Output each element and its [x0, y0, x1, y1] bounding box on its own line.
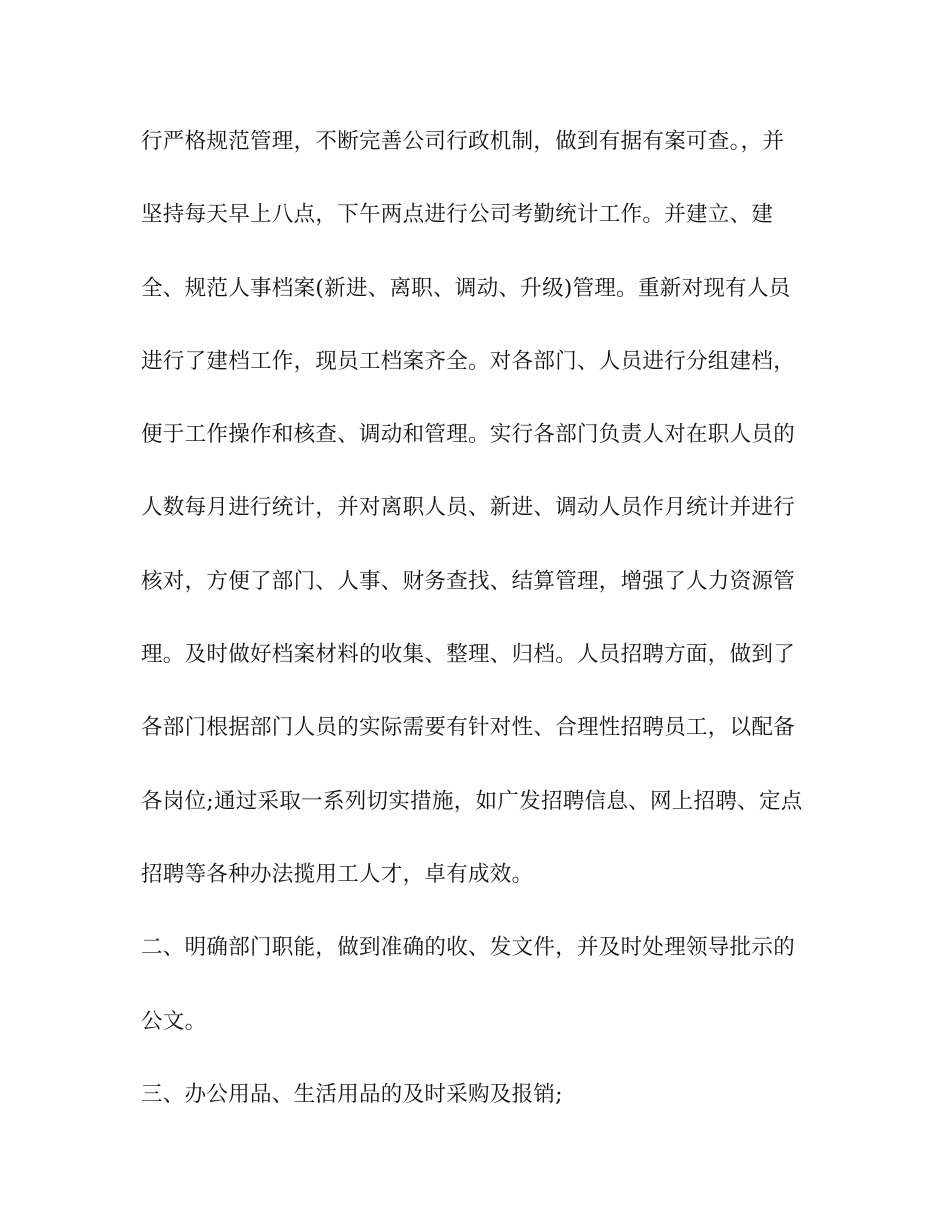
- text-line: 理。及时做好档案材料的收集、整理、归档。人员招聘方面，做到了: [141, 642, 796, 668]
- text-line: 行严格规范管理，不断完善公司行政机制，做到有据有案可查。，并: [141, 129, 785, 154]
- text-line: 各岗位;通过采取一系列切实措施，如广发招聘信息、网上招聘、定点: [141, 788, 803, 814]
- text-line: 各部门根据部门人员的实际需要有针对性、合理性招聘员工，以配备: [141, 715, 796, 741]
- text-line: 便于工作操作和核查、调动和管理。实行各部门负责人对在职人员的: [141, 422, 796, 448]
- text-line: 招聘等各种办法揽用工人才，卓有成效。: [141, 861, 534, 887]
- text-line: 公文。: [141, 1008, 207, 1034]
- body-text: [141, 124, 821, 1150]
- text-line: 坚持每天早上八点，下午两点进行公司考勤统计工作。并建立、建: [141, 202, 774, 228]
- text-line: 人数每月进行统计，并对离职人员、新进、调动人员作月统计并进行: [141, 495, 796, 521]
- text-line: 全、规范人事档案(新进、离职、调动、升级)管理。重新对现有人员: [141, 275, 791, 301]
- text-line: 核对，方便了部门、人事、财务查找、结算管理，增强了人力资源管: [141, 568, 796, 594]
- text-line: 进行了建档工作，现员工档案齐全。对各部门、人员进行分组建档，: [141, 348, 796, 374]
- section-heading-three: 三、办公用品、生活用品的及时采购及报销;: [141, 1081, 563, 1107]
- section-heading-two: 二、明确部门职能，做到准确的收、发文件，并及时处理领导批示的: [141, 935, 796, 961]
